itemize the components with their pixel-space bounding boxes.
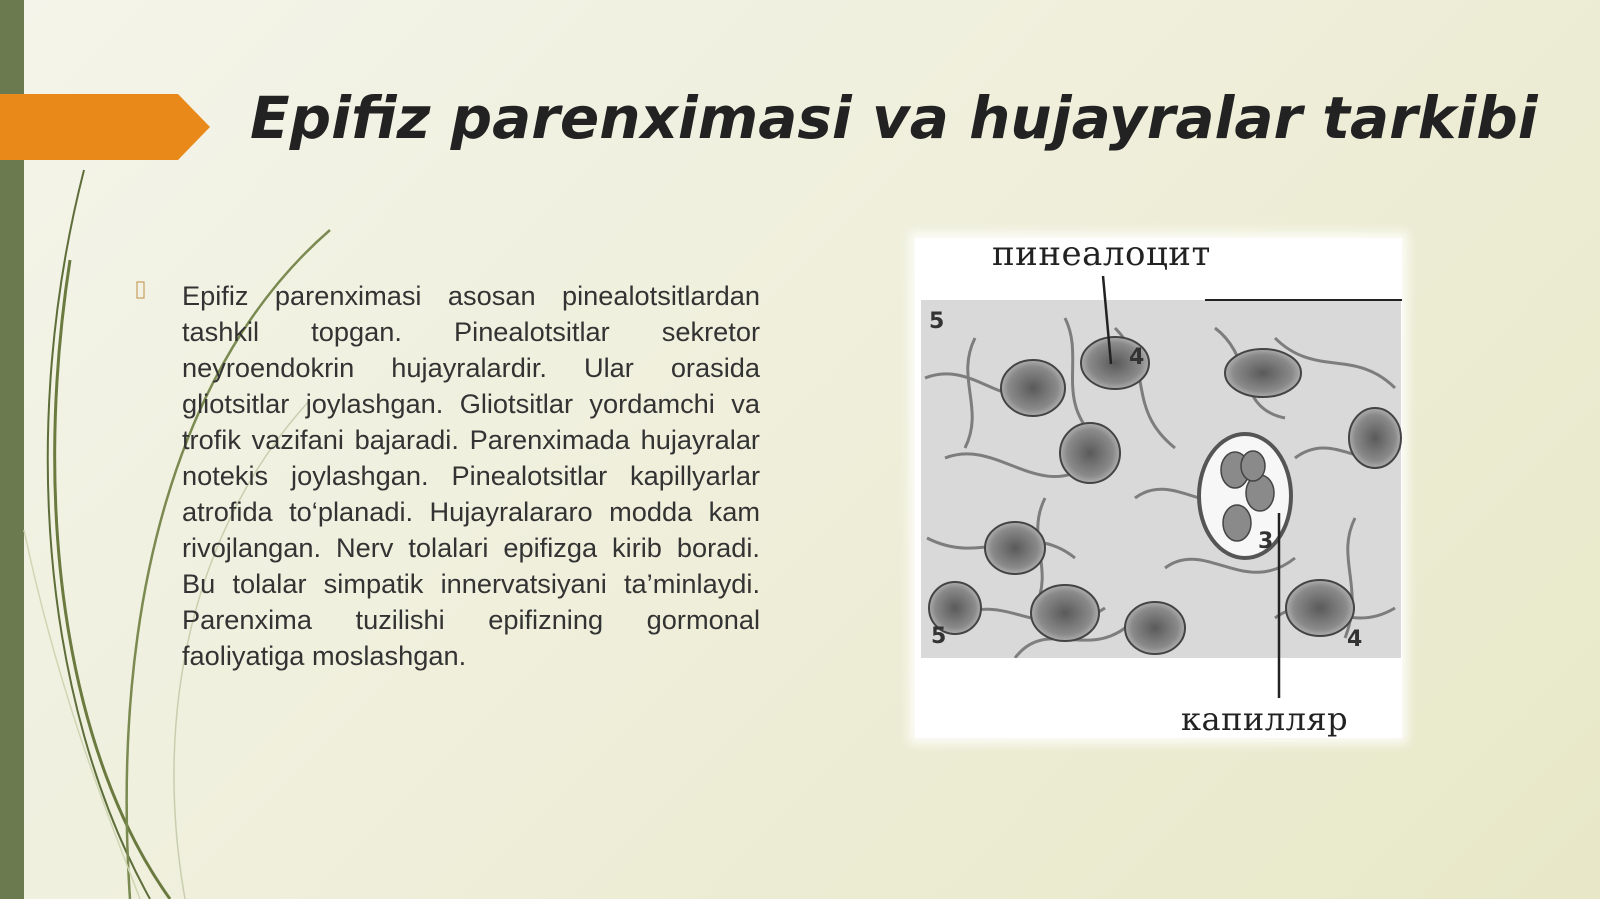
figure-marker: 4 bbox=[1129, 345, 1145, 370]
figure-label-pinealocyte: пинеалоцит bbox=[992, 234, 1211, 274]
slide-title: Epifiz parenximasi va hujayralar tarkibi bbox=[250, 84, 1538, 152]
arrow-bullet-icon bbox=[136, 281, 146, 301]
figure-marker: 4 bbox=[1347, 627, 1363, 652]
figure-marker: 5 bbox=[931, 624, 947, 649]
body-paragraph: Epifiz parenximasi asosan pinealotsitlardan tashkil topgan. Pinealotsitlar sekretor neyroendokrin hujayralardir. Ular orasida gliotsitlar joylashgan. Gliotsitlar yordamchi va trofik vazifani bajaradi. Parenximada hujayralar notekis joylashgan. Pinealotsitlar kapillyarlar atrofida to‘planadi. Hujayralararo modda kam rivojlangan. Nerv tolalari epifizga kirib boradi. Bu tolalar simpatik innervatsiyani ta’minlaydi. Parenxima tuzilishi epifizning gormonal faoliyatiga moslashgan. bbox=[182, 280, 760, 671]
pinealocyte-micrograph bbox=[915, 234, 1402, 738]
figure-marker: 5 bbox=[929, 309, 945, 334]
figure-label-capillary: капилляр bbox=[1181, 700, 1349, 738]
title-arrow-banner bbox=[0, 94, 210, 160]
cell-illustration bbox=[915, 238, 1402, 738]
figure-marker: 3 bbox=[1258, 529, 1274, 554]
